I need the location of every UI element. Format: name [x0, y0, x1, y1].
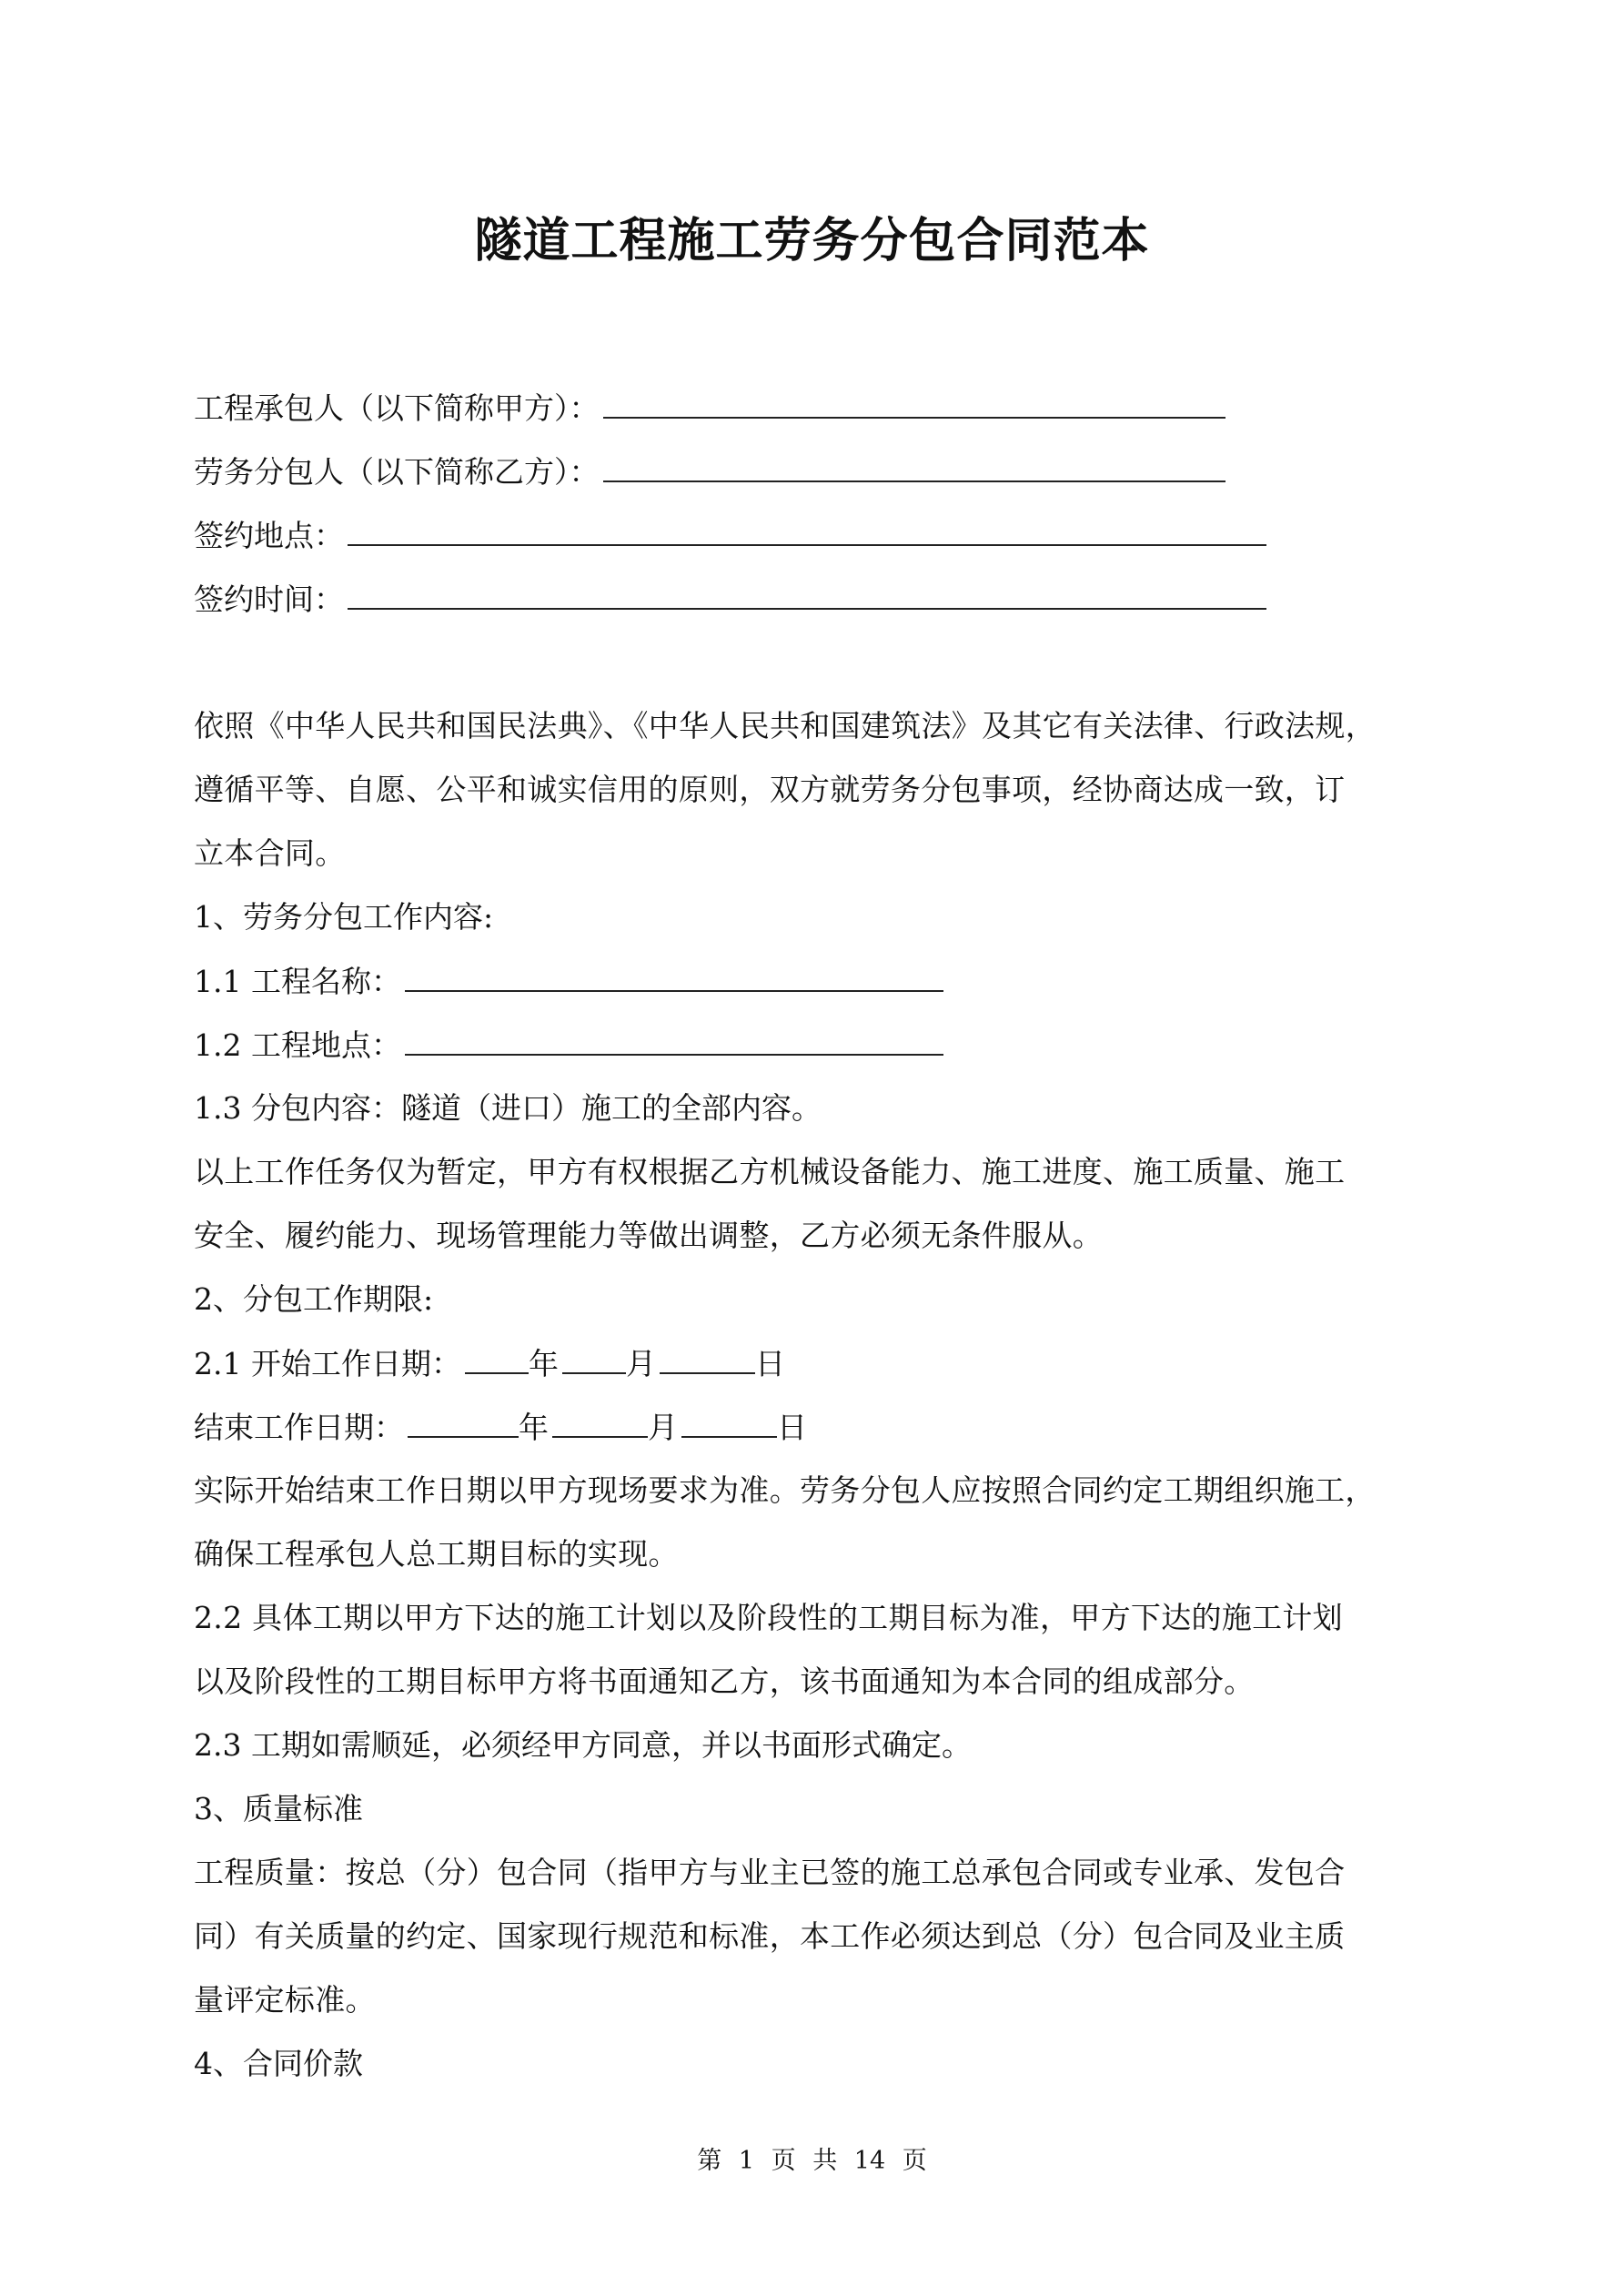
project-name-row — [194, 963, 943, 1000]
party-a-row — [194, 389, 1226, 427]
section-4-heading: 4、合同价款 — [194, 2046, 363, 2081]
month-unit: 月 — [648, 1410, 678, 1445]
end-year-field[interactable] — [408, 1409, 519, 1438]
signing-time-row — [194, 581, 1266, 618]
section-1-note-line: 以上工作任务仅为暂定，甲方有权根据乙方机械设备能力、施工进度、施工质量、施工 — [194, 1154, 1346, 1189]
day-unit: 日 — [754, 1346, 785, 1381]
item-2-3: 2.3 工期如需顺延，必须经甲方同意，并以书面形式确定。 — [194, 1727, 972, 1763]
end-day-field[interactable] — [681, 1409, 777, 1438]
start-day-field[interactable] — [660, 1345, 755, 1374]
page-number: 第 1 页 共 14 页 — [697, 2147, 927, 2175]
end-date-label: 结束工作日期： — [194, 1410, 404, 1445]
end-date-row — [194, 1409, 807, 1446]
party-b-row — [194, 453, 1226, 491]
day-unit: 日 — [777, 1410, 807, 1445]
month-unit: 月 — [625, 1346, 656, 1381]
document-title: 隧道工程施工劳务分包合同范本 — [474, 214, 1150, 268]
actual-dates-line: 确保工程承包人总工期目标的实现。 — [194, 1536, 679, 1572]
start-date-row — [194, 1345, 785, 1382]
section-2-heading: 2、分包工作期限: — [194, 1281, 434, 1317]
signing-place-row — [194, 517, 1266, 554]
start-year-field[interactable] — [465, 1345, 529, 1374]
preamble-line: 依照《中华人民共和国民法典》、《中华人民共和国建筑法》及其它有关法律、行政法规， — [194, 708, 1376, 743]
end-month-field[interactable] — [552, 1409, 648, 1438]
party-b-field[interactable] — [603, 453, 1226, 482]
signing-place-field[interactable] — [348, 517, 1266, 546]
party-a-field[interactable] — [603, 389, 1226, 419]
quality-line: 工程质量：按总（分）包合同（指甲方与业主已签的施工总承包合同或专业承、发包合 — [194, 1855, 1346, 1890]
project-name-label: 1.1 工程名称： — [194, 964, 401, 999]
actual-dates-line: 实际开始结束工作日期以甲方现场要求为准。劳务分包人应按照合同约定工期组织施工， — [194, 1472, 1376, 1508]
quality-line: 同）有关质量的约定、国家现行规范和标准，本工作必须达到总（分）包合同及业主质 — [194, 1918, 1346, 1954]
party-b-label: 劳务分包人（以下简称乙方）： — [194, 454, 600, 490]
start-date-label: 2.1 开始工作日期： — [194, 1346, 461, 1381]
project-name-field[interactable] — [405, 963, 943, 992]
section-3-heading: 3、质量标准 — [194, 1791, 363, 1826]
year-unit: 年 — [519, 1410, 549, 1445]
item-2-2-line: 2.2 具体工期以甲方下达的施工计划以及阶段性的工期目标为准，甲方下达的施工计划 — [194, 1600, 1343, 1635]
signing-time-label: 签约时间： — [194, 582, 344, 617]
signing-time-field[interactable] — [348, 581, 1266, 610]
project-location-field[interactable] — [405, 1027, 943, 1056]
project-location-row — [194, 1027, 943, 1064]
quality-line: 量评定标准。 — [194, 1982, 376, 2018]
year-unit: 年 — [528, 1346, 559, 1381]
subcontract-content: 1.3 分包内容：隧道（进口）施工的全部内容。 — [194, 1090, 822, 1126]
section-1-note-line: 安全、履约能力、现场管理能力等做出调整，乙方必须无条件服从。 — [194, 1218, 1103, 1253]
start-month-field[interactable] — [562, 1345, 626, 1374]
signing-place-label: 签约地点： — [194, 518, 344, 553]
project-location-label: 1.2 工程地点： — [194, 1027, 401, 1063]
preamble-line: 遵循平等、自愿、公平和诚实信用的原则，双方就劳务分包事项，经协商达成一致，订 — [194, 772, 1346, 807]
party-a-label: 工程承包人（以下简称甲方）： — [194, 390, 600, 426]
section-1-heading: 1、劳务分包工作内容: — [194, 899, 494, 935]
item-2-2-line: 以及阶段性的工期目标甲方将书面通知乙方，该书面通知为本合同的组成部分。 — [194, 1664, 1255, 1699]
preamble-line: 立本合同。 — [194, 835, 346, 871]
